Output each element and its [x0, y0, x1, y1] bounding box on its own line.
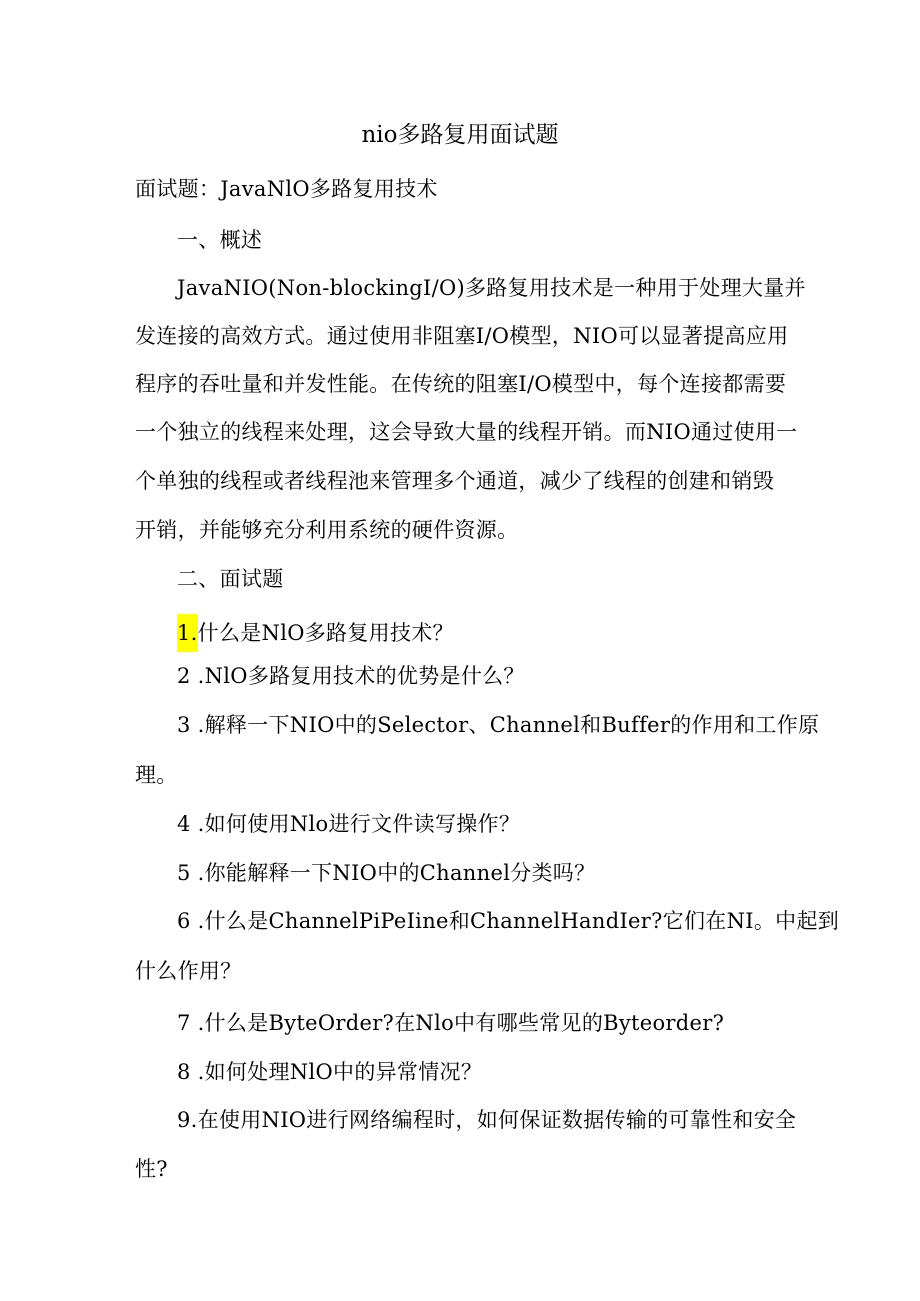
overview-paragraph-line-1: JavaNIO(Non-blockingI/O)多路复用技术是一种用于处理大量并 — [177, 276, 806, 300]
question-9-line-1: 9.在使用NIO进行网络编程时，如何保证数据传输的可靠性和安全 — [177, 1108, 797, 1132]
overview-paragraph-line-2: 发连接的高效方式。通过使用非阻塞I/O模型，NIO可以显著提高应用 — [135, 324, 789, 348]
section-heading-questions: 二、面试题 — [177, 567, 284, 591]
question-3-line-1: 3 .解释一下NIO中的Selector、Channel和Buffer的作用和工作原 — [177, 713, 820, 737]
question-1 — [177, 614, 454, 652]
overview-paragraph-line-3: 程序的吞吐量和并发性能。在传统的阻塞I/O模型中，每个连接都需要 — [135, 372, 787, 396]
question-4: 4 .如何使用Nlo进行文件读写操作？ — [177, 812, 521, 836]
overview-paragraph-line-4: 一个独立的线程来处理，这会导致大量的线程开销。而NIO通过使用一 — [135, 420, 798, 444]
question-2: 2 .NlO多路复用技术的优势是什么？ — [177, 664, 525, 688]
section-heading-overview: 一、概述 — [177, 228, 263, 252]
question-1-text: 什么是NlO多路复用技术？ — [197, 621, 454, 645]
question-6-line-1: 6 .什么是ChannelPiPeIine和ChannelHandIer?它们在NI。中起到 — [177, 909, 840, 933]
question-6-line-2: 什么作用？ — [135, 959, 242, 983]
question-9-line-2: 性? — [135, 1157, 168, 1181]
question-1-number-highlight: 1. — [177, 614, 198, 652]
question-8: 8 .如何处理NlO中的异常情况？ — [177, 1060, 483, 1084]
document-title: nio多路复用面试题 — [361, 122, 559, 148]
question-5: 5 .你能解释一下NIO中的Channel分类吗？ — [177, 861, 596, 885]
overview-paragraph-line-5: 个单独的线程或者线程池来管理多个通道，减少了线程的创建和销毁 — [135, 469, 774, 493]
document-subtitle: 面试题：JavaNlO多路复用技术 — [135, 177, 438, 201]
question-7: 7 .什么是ByteOrder?在Nlo中有哪些常见的Byteorder? — [177, 1011, 725, 1035]
question-3-line-2: 理。 — [135, 763, 178, 787]
overview-paragraph-line-6: 开销，并能够充分利用系统的硬件资源。 — [135, 518, 519, 542]
